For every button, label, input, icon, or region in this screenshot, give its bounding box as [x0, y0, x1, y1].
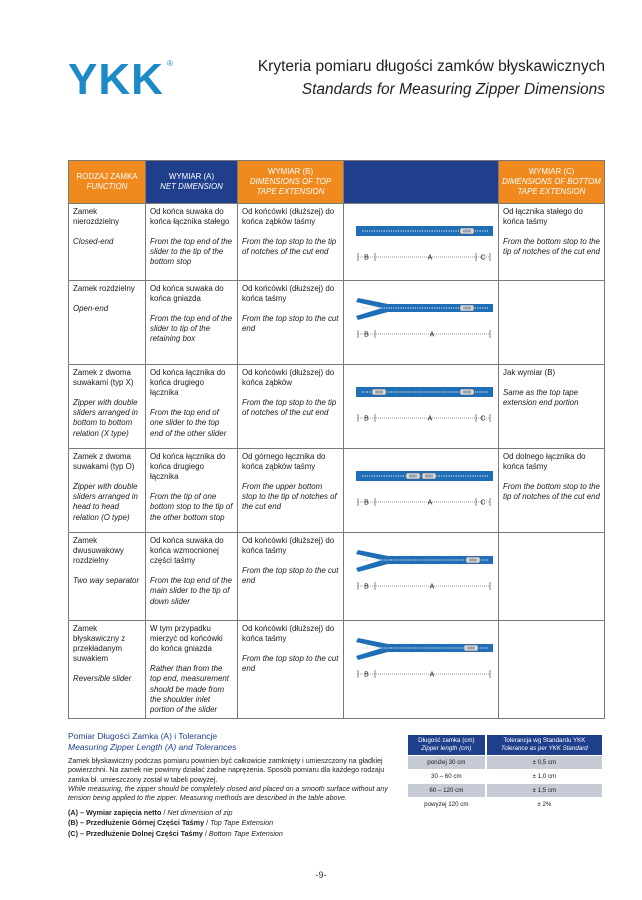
zipper-diagram: [348, 536, 498, 606]
legend-item: (A) – Wymiar zapięcia netto / Net dimension of zip: [68, 808, 233, 817]
cell-top-extension: Od końcówki (dłuższej) do końca ząbków From the top stop to the tip of notches of the cut end: [238, 365, 344, 449]
cell-function: Zamek z dwoma suwakami (typ O) Zipper with double sliders arranged in head to head relation (O type): [69, 449, 146, 533]
table-row: [69, 204, 605, 281]
dimension-label-a: A: [429, 671, 435, 679]
dimension-label-c: C: [480, 254, 486, 262]
dimension-label-b: B: [364, 254, 369, 262]
zipper-diagram: [348, 452, 498, 522]
footer-description: [68, 757, 402, 804]
table-header-row: [69, 161, 605, 204]
tolerance-table: [406, 734, 604, 812]
footer-title-polish: Pomiar Długości Zamka (A) i Tolerancje: [68, 731, 218, 741]
dimension-label-b: B: [364, 499, 369, 507]
table-row: [69, 533, 605, 621]
cell-top-extension: Od górnego łącznika do końca ząbków taśmy From the upper bottom stop to the tip of notches of the cut end: [238, 449, 344, 533]
cell-top-extension: Od końcówki (dłuższej) do końca taśmy From the top stop to the cut end: [238, 281, 344, 365]
legend-item: (B) – Przedłużenie Górnej Części Taśmy / Top Tape Extension: [68, 818, 274, 828]
header-net-dimension: WYMIAR (A) NET DIMENSION: [146, 161, 238, 204]
cell-function: Zamek dwusuwakowy rozdzielny Two way separator: [69, 533, 146, 621]
cell-bottom-extension: Od łącznika stałego do końca taśmy From the bottom stop to the tip of notches of the cut end: [499, 204, 605, 281]
tolerance-row: 60 – 120 cm ± 1,5 cm: [408, 784, 602, 797]
cell-top-extension: Od końcówki (dłuższej) do końca taśmy From the top stop to the cut end: [238, 533, 344, 621]
zipper-diagram: [348, 624, 498, 694]
tolerance-header-row: [408, 735, 602, 755]
dimension-label-a: A: [429, 331, 435, 339]
footer-body-polish: Zamek błyskawiczny podczas pomiaru powinien być całkowicie zamknięty i umieszczony na gładkiej powierzchni. Na zamek nie powinny działać żadne naprężenia. Sposób pomiaru dla każdego rodzaju zamka bł. umieszczony został w tabeli powyżej.: [68, 757, 385, 784]
cell-bottom-extension: [499, 533, 605, 621]
header-top-extension: WYMIAR (B) DIMENSIONS OF TOP TAPE EXTENSION: [238, 161, 344, 204]
cell-diagram: [344, 533, 499, 621]
cell-bottom-extension: [499, 621, 605, 719]
title-english: Standards for Measuring Zipper Dimensions: [301, 81, 605, 98]
table-row: [69, 621, 605, 719]
page-number: -9-: [315, 870, 327, 880]
tolerance-row: poniżej 30 cm ± 0,5 cm: [408, 756, 602, 769]
zipper-standards-table: [68, 160, 605, 719]
cell-function: Zamek z dwoma suwakami (typ X) Zipper with double sliders arranged in bottom to bottom relation (X type): [69, 365, 146, 449]
zipper-diagram: [348, 368, 498, 438]
cell-net-dimension: Od końca suwaka do końca wzmocnionej części taśmy From the top end of the main slider to the tip of down slider: [146, 533, 238, 621]
ykk-logo: YKK ®: [68, 55, 173, 104]
registered-mark: ®: [167, 59, 173, 68]
table-row: [69, 281, 605, 365]
header-bottom-extension: WYMIAR (C) DIMENSIONS OF BOTTOM TAPE EXTENSION: [499, 161, 605, 204]
dimension-legend: [68, 808, 283, 839]
dimension-label-a: A: [429, 583, 435, 591]
cell-top-extension: Od końcówki (dłuższej) do końca taśmy From the top stop to the cut end: [238, 621, 344, 719]
footer-title-english: Measuring Zipper Length (A) and Tolerances: [68, 742, 237, 752]
cell-net-dimension: Od końca łącznika do końca drugiego łącznika From the top end of one slider to the top end of the other slider: [146, 365, 238, 449]
dimension-label-b: B: [364, 671, 369, 679]
dimension-label-a: A: [427, 499, 433, 507]
cell-function: Zamek nierozdzielny Closed-end: [69, 204, 146, 281]
tolerance-row: 30 – 60 cm ± 1,0 cm: [431, 772, 557, 780]
footer-body-english: While measuring, the zipper should be completely closed and placed on a smooth surface without any tension being applied to the zipper. Measuring methods are described in the table above.: [68, 785, 388, 803]
cell-diagram: [344, 204, 499, 281]
cell-net-dimension: Od końca łącznika do końca drugiego łącznika From the tip of one bottom stop to the tip of the other bottom stop: [146, 449, 238, 533]
cell-function: Zamek błyskawiczny z przekładanym suwakiem Reversible slider: [69, 621, 146, 719]
cell-diagram: [344, 621, 499, 719]
legend-item: (C) – Przedłużenie Dolnej Części Taśmy / Bottom Tape Extension: [68, 828, 283, 838]
cell-diagram: [344, 281, 499, 365]
title-polish: Kryteria pomiaru długości zamków błyskawicznych: [257, 58, 605, 75]
cell-function: Zamek rozdzielny Open-end: [69, 281, 146, 365]
table-row: [69, 449, 605, 533]
cell-net-dimension: Od końca suwaka do końca łącznika stałego From the top end of the slider to the tip of the bottom stop: [146, 204, 238, 281]
cell-bottom-extension: Jak wymiar (B) Same as the top tape extension end portion: [499, 365, 605, 449]
cell-net-dimension: W tym przypadku mierzyć od końcówki do końca gniazda Rather than from the top end, measurement should be made from the shoulder inlet portion of the slider: [146, 621, 238, 719]
header-tolerance: Tolerancja wg Standardu YKK Tolerance as per YKK Standard: [487, 735, 602, 755]
table-row: [69, 365, 605, 449]
zipper-diagram: [348, 284, 498, 354]
dimension-label-a: A: [427, 254, 433, 262]
header-diagram: [344, 161, 499, 204]
tolerance-row: powyżej 120 cm ± 2%: [424, 800, 552, 808]
cell-net-dimension: Od końca suwaka do końca gniazda From the top end of the slider to tip of the retaining box: [146, 281, 238, 365]
zipper-diagram: [348, 207, 498, 277]
cell-bottom-extension: [499, 281, 605, 365]
dimension-label-c: C: [480, 415, 486, 423]
header-function: RODZAJ ZAMKA FUNCTION: [69, 161, 146, 204]
cell-diagram: [344, 365, 499, 449]
cell-diagram: [344, 449, 499, 533]
header-zipper-length: Długość zamka (cm) Zipper length (cm): [408, 735, 485, 755]
dimension-label-b: B: [364, 415, 369, 423]
dimension-label-c: C: [480, 499, 486, 507]
dimension-label-b: B: [364, 331, 369, 339]
dimension-label-a: A: [427, 415, 433, 423]
cell-top-extension: Od końcówki (dłuższej) do końca ząbków taśmy From the top stop to the tip of notches of the cut end: [238, 204, 344, 281]
dimension-label-b: B: [364, 583, 369, 591]
cell-bottom-extension: Od dolnego łącznika do końca taśmy From the bottom stop to the tip of notches of the cut end: [499, 449, 605, 533]
